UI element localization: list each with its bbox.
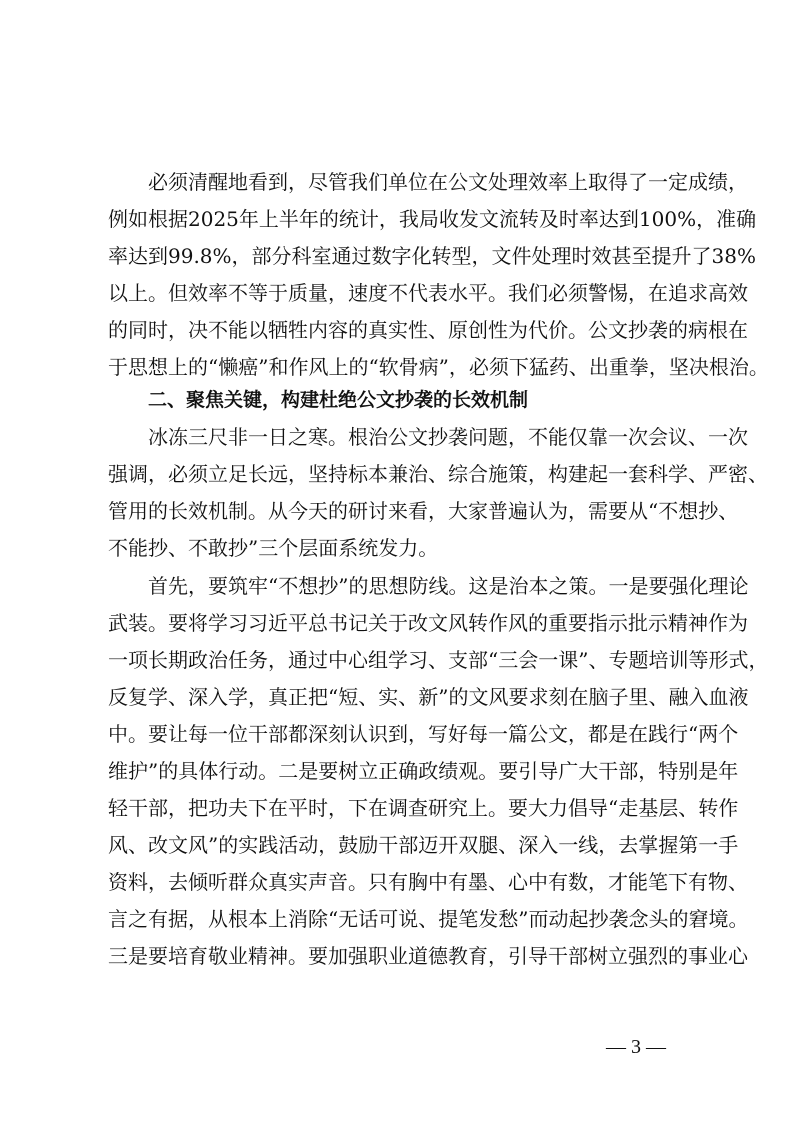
paragraph-line: 例如根据2025年上半年的统计，我局收发文流转及时率达到100%，准确 — [108, 207, 757, 231]
paragraph-line: 轻干部，把功夫下在平时，下在调查研究上。要大力倡导“走基层、转作 — [108, 796, 739, 820]
paragraph-line: 维护”的具体行动。二是要树立正确政绩观。要引导广大干部，特别是年 — [108, 759, 739, 783]
paragraph-line: 一项长期政治任务，通过中心组学习、支部“三会一课”、专题培训等形式， — [108, 648, 769, 672]
paragraph-line: 于思想上的“懒癌”和作风上的“软骨病”，必须下猛药、出重拳，坚决根治。 — [108, 355, 769, 379]
paragraph-line: 言之有据，从根本上消除“无话可说、提笔发愁”而动起抄袭念头的窘境。 — [108, 907, 749, 931]
page-number: — 3 — — [606, 1036, 666, 1058]
paragraph-line: 不能抄、不敢抄”三个层面系统发力。 — [108, 536, 439, 560]
paragraph-line: 中。要让每一位干部都深刻认识到，写好每一篇公文，都是在践行“两个 — [108, 722, 739, 746]
paragraph-line: 风、改文风”的实践活动，鼓励干部迈开双腿、深入一线，去掌握第一手 — [108, 833, 739, 857]
section-heading: 二、聚焦关键，构建杜绝公文抄袭的长效机制 — [148, 389, 529, 411]
paragraph-line: 管用的长效机制。从今天的研讨来看，大家普遍认为，需要从“不想抄、 — [108, 499, 739, 523]
paragraph-line: 三是要培育敬业精神。要加强职业道德教育，引导干部树立强烈的事业心 — [108, 944, 748, 968]
paragraph-line: 的同时，决不能以牺牲内容的真实性、原创性为代价。公文抄袭的病根在 — [108, 318, 748, 342]
paragraph-line: 以上。但效率不等于质量，速度不代表水平。我们必须警惕，在追求高效 — [108, 281, 748, 305]
paragraph-line: 武装。要将学习习近平总书记关于改文风转作风的重要指示批示精神作为 — [108, 611, 748, 635]
paragraph-line: 反复学、深入学，真正把“短、实、新”的文风要求刻在脑子里、融入血液 — [108, 685, 749, 709]
paragraph-line: 冰冻三尺非一日之寒。根治公文抄袭问题，不能仅靠一次会议、一次 — [148, 425, 748, 449]
paragraph-line: 率达到99.8%，部分科室通过数字化转型，文件处理时效甚至提升了38% — [108, 244, 756, 268]
paragraph-line: 强调，必须立足长远，坚持标本兼治、综合施策，构建起一套科学、严密、 — [108, 462, 768, 486]
paragraph-line: 资料，去倾听群众真实声音。只有胸中有墨、心中有数，才能笔下有物、 — [108, 870, 748, 894]
paragraph-line: 首先，要筑牢“不想抄”的思想防线。这是治本之策。一是要强化理论 — [148, 574, 749, 598]
paragraph-line: 必须清醒地看到，尽管我们单位在公文处理效率上取得了一定成绩， — [148, 170, 748, 194]
